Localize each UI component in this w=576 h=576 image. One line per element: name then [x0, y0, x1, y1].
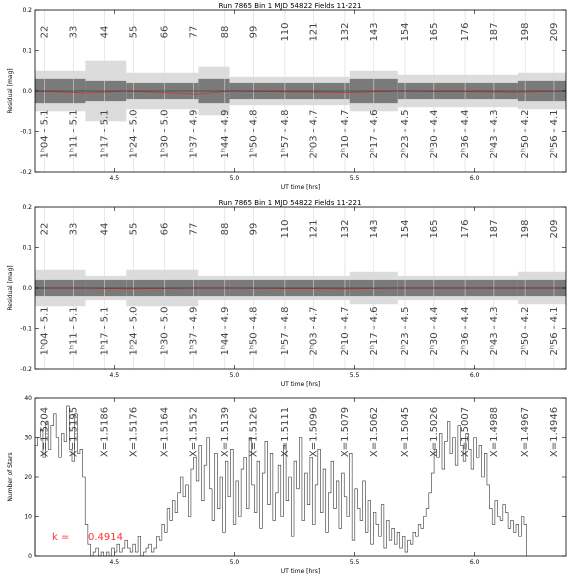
airmass-label: X=1.5062	[368, 406, 380, 458]
field-number-label: 22	[39, 25, 51, 39]
field-time-label: 1ʰ57 - 4.8	[279, 306, 291, 356]
field-time-label: 1ʰ04 - 5.1	[39, 109, 51, 159]
y-tick-label: 0.1	[22, 47, 32, 55]
airmass-label: X=1.5126	[248, 406, 260, 458]
panel-bottom-xlabel: UT time [hrs]	[280, 568, 321, 575]
field-time-label: 2ʰ56 - 4.1	[548, 109, 560, 159]
panel-middle-xlabel: UT time [hrs]	[280, 381, 321, 388]
x-tick-label: 5.5	[349, 175, 360, 182]
field-number-label: 110	[279, 22, 291, 42]
field-time-label: 1ʰ30 - 5.0	[159, 306, 171, 356]
airmass-label: X=1.5079	[339, 406, 351, 458]
field-number-label: 99	[248, 222, 260, 236]
y-tick-label: 20	[24, 474, 32, 481]
field-time-label: 1ʰ44 - 4.9	[219, 306, 231, 356]
y-tick-label: -0.2	[20, 169, 32, 176]
extinction-k-label: k =	[52, 532, 70, 543]
field-time-label: 1ʰ57 - 4.8	[279, 109, 291, 159]
panel-middle-ylabel: Residual [mag]	[7, 265, 14, 311]
field-number-label: 176	[460, 219, 472, 239]
y-tick-label: -0.2	[20, 366, 32, 373]
y-tick-label: 0.2	[22, 204, 32, 211]
airmass-label: X=1.5139	[219, 406, 231, 458]
airmass-label: X=1.4967	[520, 406, 532, 458]
field-number-label: 66	[159, 25, 171, 39]
x-tick-label: 6.0	[469, 372, 480, 379]
x-tick-label: 4.5	[109, 372, 120, 379]
y-tick-label: -0.1	[20, 325, 32, 333]
airmass-label: X=1.5152	[188, 406, 200, 458]
field-time-label: 1ʰ37 - 4.9	[188, 109, 200, 159]
y-tick-label: 0.0	[22, 285, 32, 292]
panel-top-title: Run 7865 Bin 1 MJD 54822 Fields 11-221	[218, 2, 362, 10]
residual-panel-middle	[7, 199, 566, 388]
airmass-label: X=1.4946	[548, 406, 560, 458]
panel-middle-title: Run 7865 Bin 1 MJD 54822 Fields 11-221	[218, 199, 362, 207]
x-tick-label: 5.5	[349, 559, 360, 566]
field-number-label: 66	[159, 222, 171, 236]
field-number-label: 44	[99, 222, 111, 236]
field-number-label: 55	[128, 222, 140, 236]
airmass-label: X=1.5111	[279, 406, 291, 458]
airmass-label: X=1.5096	[308, 406, 320, 458]
field-time-label: 2ʰ50 - 4.2	[520, 109, 532, 159]
field-time-label: 1ʰ30 - 5.0	[159, 109, 171, 159]
field-time-label: 1ʰ11 - 5.1	[68, 109, 80, 159]
field-number-label: 198	[520, 22, 532, 42]
extinction-k-value: 0.4914	[88, 532, 123, 543]
x-tick-label: 6.0	[469, 559, 480, 566]
field-number-label: 121	[308, 219, 320, 239]
field-number-label: 187	[488, 219, 500, 239]
field-number-label: 110	[279, 219, 291, 239]
airmass-label: X=1.5026	[428, 406, 440, 458]
field-number-label: 143	[368, 219, 380, 239]
field-number-label: 209	[548, 22, 560, 42]
field-time-label: 1ʰ50 - 4.8	[248, 306, 260, 356]
airmass-label: X=1.5164	[159, 406, 171, 458]
field-number-label: 165	[428, 219, 440, 239]
x-tick-label: 5.0	[229, 372, 240, 379]
field-number-label: 209	[548, 219, 560, 239]
field-number-label: 88	[219, 25, 231, 39]
field-time-label: 2ʰ17 - 4.6	[368, 306, 380, 356]
y-tick-label: 10	[24, 513, 32, 521]
field-time-label: 2ʰ30 - 4.4	[428, 306, 440, 356]
field-number-label: 176	[460, 22, 472, 42]
field-number-label: 154	[400, 22, 412, 42]
field-number-label: 132	[339, 219, 351, 239]
field-time-label: 1ʰ17 - 5.1	[99, 109, 111, 159]
field-time-label: 2ʰ10 - 4.7	[339, 306, 351, 356]
field-number-label: 187	[488, 22, 500, 42]
y-tick-label: 0.1	[22, 244, 32, 252]
field-number-label: 22	[39, 222, 51, 236]
airmass-label: X=1.5176	[128, 406, 140, 458]
panel-top-xlabel: UT time [hrs]	[280, 184, 321, 191]
x-tick-label: 5.0	[229, 559, 240, 566]
field-time-label: 2ʰ03 - 4.7	[308, 306, 320, 356]
field-time-label: 2ʰ23 - 4.5	[400, 109, 412, 159]
field-number-label: 44	[99, 25, 111, 39]
field-time-label: 2ʰ30 - 4.4	[428, 109, 440, 159]
field-time-label: 2ʰ36 - 4.4	[460, 109, 472, 159]
field-number-label: 143	[368, 22, 380, 42]
field-number-label: 132	[339, 22, 351, 42]
field-number-label: 154	[400, 219, 412, 239]
panel-top-ylabel: Residual [mag]	[7, 68, 14, 114]
field-number-label: 77	[188, 222, 200, 236]
airmass-label: X=1.4988	[488, 406, 500, 458]
field-time-label: 2ʰ56 - 4.1	[548, 306, 560, 356]
field-time-label: 1ʰ24 - 5.0	[128, 109, 140, 159]
field-number-label: 198	[520, 219, 532, 239]
field-time-label: 2ʰ17 - 4.6	[368, 109, 380, 159]
x-tick-label: 6.0	[469, 175, 480, 182]
airmass-label: X=1.5195	[68, 406, 80, 458]
field-time-label: 1ʰ04 - 5.1	[39, 306, 51, 356]
x-tick-label: 4.5	[109, 175, 120, 182]
x-tick-label: 4.5	[109, 559, 120, 566]
y-tick-label: 0	[28, 553, 32, 560]
panel-bottom-ylabel: Number of Stars	[7, 452, 14, 502]
field-time-label: 1ʰ50 - 4.8	[248, 109, 260, 159]
field-time-label: 2ʰ10 - 4.7	[339, 109, 351, 159]
field-time-label: 2ʰ23 - 4.5	[400, 306, 412, 356]
y-tick-label: 0.2	[22, 7, 32, 14]
field-time-label: 2ʰ36 - 4.4	[460, 306, 472, 356]
residual-panel-top	[7, 2, 566, 191]
field-number-label: 165	[428, 22, 440, 42]
airmass-label: X=1.5045	[400, 406, 412, 458]
field-number-label: 88	[219, 222, 231, 236]
field-number-label: 121	[308, 22, 320, 42]
y-tick-label: -0.1	[20, 128, 32, 136]
field-time-label: 1ʰ11 - 5.1	[68, 306, 80, 356]
y-tick-label: 30	[24, 434, 32, 442]
x-tick-label: 5.5	[349, 372, 360, 379]
field-time-label: 2ʰ50 - 4.2	[520, 306, 532, 356]
field-number-label: 33	[68, 25, 80, 39]
field-number-label: 33	[68, 222, 80, 236]
field-number-label: 77	[188, 25, 200, 39]
star-count-panel	[7, 395, 566, 575]
field-number-label: 55	[128, 25, 140, 39]
airmass-label: X=1.5186	[99, 406, 111, 458]
field-time-label: 2ʰ43 - 4.3	[488, 306, 500, 356]
field-time-label: 1ʰ37 - 4.9	[188, 306, 200, 356]
field-time-label: 1ʰ17 - 5.1	[99, 306, 111, 356]
field-time-label: 2ʰ43 - 4.3	[488, 109, 500, 159]
field-time-label: 1ʰ24 - 5.0	[128, 306, 140, 356]
y-tick-label: 0.0	[22, 88, 32, 95]
y-tick-label: 40	[24, 395, 32, 402]
field-number-label: 99	[248, 25, 260, 39]
airmass-label: X=1.5007	[460, 406, 472, 458]
field-time-label: 1ʰ44 - 4.9	[219, 109, 231, 159]
airmass-label: X=1.5204	[39, 406, 51, 458]
x-tick-label: 5.0	[229, 175, 240, 182]
field-time-label: 2ʰ03 - 4.7	[308, 109, 320, 159]
